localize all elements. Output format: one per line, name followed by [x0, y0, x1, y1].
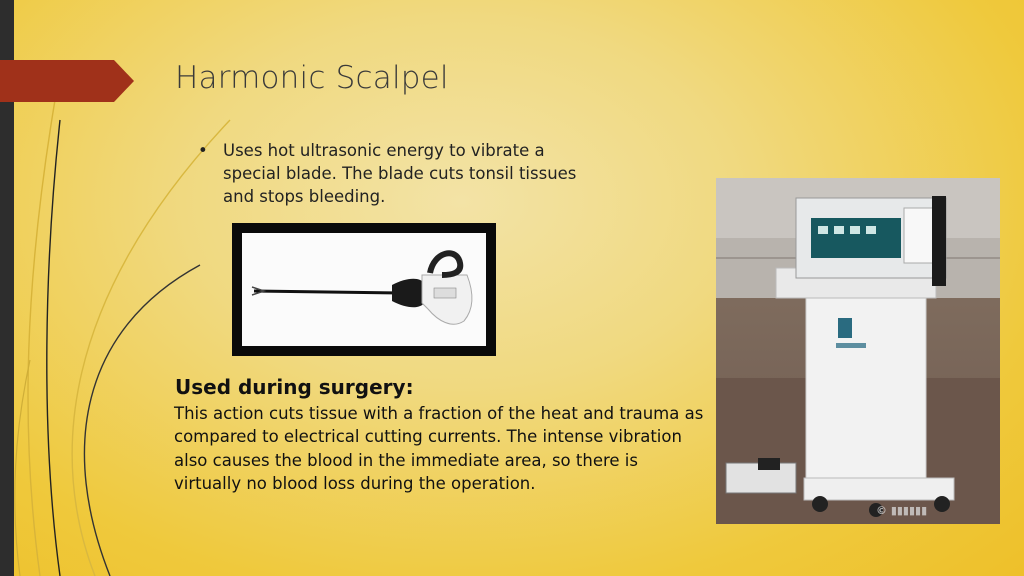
bullet-marker: • [198, 141, 208, 160]
scalpel-image [242, 233, 486, 346]
section-subheading: Used during surgery: [175, 375, 414, 399]
ultrasonic-generator-illustration [716, 178, 1000, 524]
slide-title: Harmonic Scalpel [175, 60, 449, 96]
bullet-text: Uses hot ultrasonic energy to vibrate a special blade. The blade cuts tonsil tissues and stops bleeding. [223, 141, 577, 206]
harmonic-scalpel-illustration [242, 233, 486, 346]
title-accent-tab [0, 60, 134, 102]
generator-cart-photo [716, 178, 1000, 524]
scalpel-image-frame [232, 223, 496, 356]
section-body-text: This action cuts tissue with a fraction of the heat and trauma as compared to electrical cutting currents. The intense vibration also causes the blood in the immediate area, so there is virtually no blood loss during the operation. [174, 404, 704, 493]
svg-text:© ▮▮▮▮▮▮: © ▮▮▮▮▮▮ [876, 504, 928, 517]
